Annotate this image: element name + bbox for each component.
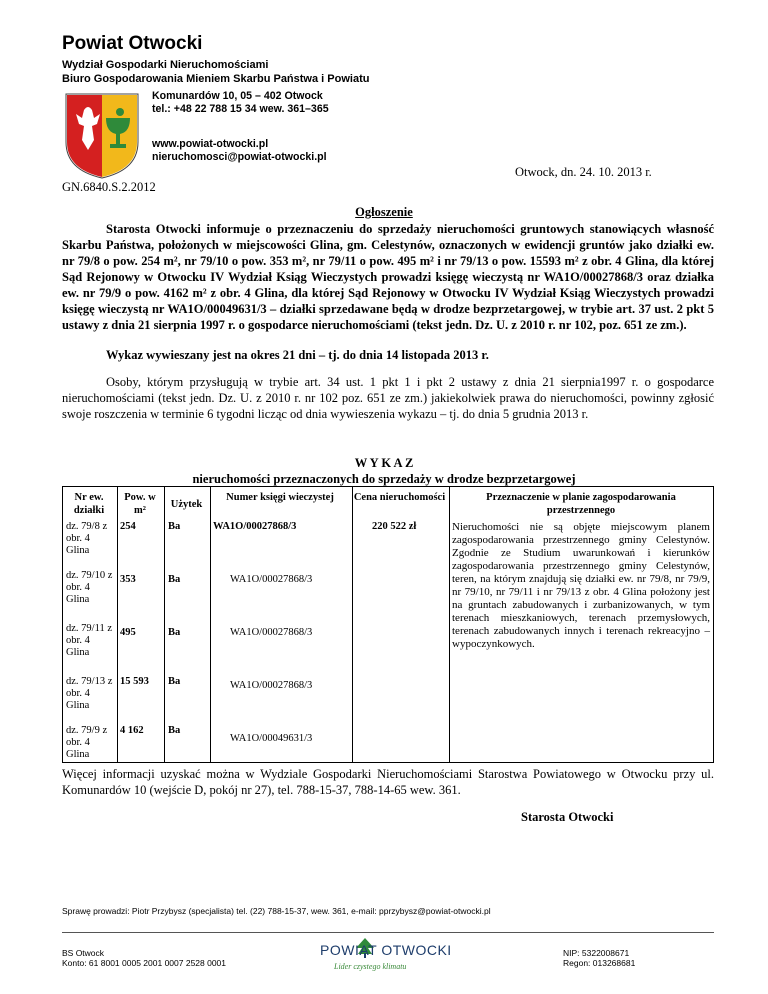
email-link[interactable]: nieruchomosci@powiat-otwocki.pl	[152, 151, 327, 163]
bank-name: BS Otwock	[62, 948, 105, 958]
footer-logo-text: POWIAT OTWOCKI	[320, 942, 452, 958]
cell-purpose: Nieruchomości nie są objęte miejscowym planem zagospodarowania przestrzennego gminy Celestynów. Zgodnie ze Studium uwarunkowań i kierunków zagospodarowania przestrzennego gminy Celestynów, teren, na którym znajdują się działki ew. nr 79/8, nr 79/9, nr 79/10, nr 79/11 i nr 79/13 z obr. 4 Glina położony jest na gruntach zabudowanych i zurbanizowanych, w tym terenach mieszkaniowych, terenach przemysłowych, terenach zabudowanych innych i terenach rekreacyjno – wypoczynkowych.	[452, 521, 710, 650]
signature: Starosta Otwocki	[521, 810, 614, 824]
table-row	[66, 623, 114, 659]
table-row	[66, 521, 114, 557]
tax-ids	[563, 948, 635, 968]
col-header-land-register: Numer księgi wieczystej	[226, 492, 334, 503]
more-info-paragraph: Więcej informacji uzyskać można w Wydziale Gospodarki Nieruchomościami Starostwa Powiatowego w Otwocku przy ul. Komunardów 10 (wejście D, pokój nr 27), tel. 788-15-37, 788-14-65 wew. 361.	[62, 767, 714, 797]
department-name: Wydział Gospodarki Nieruchomościami	[62, 59, 269, 71]
table-row	[66, 676, 114, 712]
cell-land-register: WA1O/00027868/3	[230, 680, 313, 691]
col-header-price: Cena nieruchomości	[353, 492, 446, 503]
cell-land-register: WA1O/00027868/3	[230, 627, 313, 638]
table-row	[66, 725, 114, 761]
bank-info	[62, 948, 226, 968]
table-divider	[164, 486, 165, 763]
cell-use: Ba	[168, 725, 181, 736]
case-handler-contact: Sprawę prowadzi: Piotr Przybysz (specjalista) tel. (22) 788-15-37, wew. 361, e-mail: pprzybysz@powiat-otwocki.pl	[62, 906, 491, 916]
cell-area: 254	[120, 521, 136, 532]
cell-area: 495	[120, 627, 136, 638]
cell-area: 4 162	[120, 725, 144, 736]
table-divider	[352, 486, 353, 763]
cell-land-register: WA1O/00049631/3	[230, 733, 313, 744]
posting-period: Wykaz wywieszany jest na okres 21 dni – tj. do dnia 14 listopada 2013 r.	[106, 348, 489, 362]
table-divider	[210, 486, 211, 763]
cell-use: Ba	[168, 574, 181, 585]
wykaz-heading	[0, 455, 768, 487]
department-block	[62, 58, 369, 86]
cell-use: Ba	[168, 627, 181, 638]
regon-number: Regon: 013268681	[563, 958, 636, 968]
announcement-heading: Ogłoszenie	[355, 205, 413, 219]
cell-price: 220 522 zł	[372, 521, 417, 532]
cell-plot-number: dz. 79/10 z obr. 4 Glina	[66, 570, 113, 605]
wykaz-subtitle: nieruchomości przeznaczonych do sprzedaży w drodze bezprzetargowej	[192, 472, 576, 486]
cell-plot-number: dz. 79/9 z obr. 4 Glina	[66, 725, 108, 760]
address-block	[152, 90, 329, 116]
col-header-purpose: Przeznaczenie w planie zagospodarowania przestrzennego	[486, 492, 676, 516]
phone: tel.: +48 22 788 15 34 wew. 361–365	[152, 103, 329, 115]
table-divider	[449, 486, 450, 763]
cell-area: 353	[120, 574, 136, 585]
cell-use: Ba	[168, 521, 181, 532]
cell-land-register: WA1O/00027868/3	[213, 521, 297, 532]
col-header-area: Pow. w m²	[124, 492, 156, 516]
wykaz-title: W Y K A Z	[354, 456, 414, 470]
coat-of-arms-icon	[64, 92, 140, 180]
announcement-paragraph: Starosta Otwocki informuje o przeznaczeniu do sprzedaży nieruchomości gruntowych stanowiących własność Skarbu Państwa, położonych w miejscowości Glina, gm. Celestynów, oznaczonych w ewidencji gruntów jako działki ew. nr 79/8 o pow. 254 m², nr 79/10 o pow. 353 m², nr 79/11 o pow. 495 m² i nr 79/13 o pow. 15593 m² z obr. 4 Glina, dla której Sąd Rejonowy w Otwocku IV Wydział Ksiąg Wieczystych prowadzi księgę wieczystą nr WA1O/00027868/3 oraz działka ew. nr 79/9 o pow. 4162 m² z obr. 4 Glina, dla której Sąd Rejonowy w Otwocku IV Wydział Ksiąg Wieczystych prowadzi księgę wieczystą nr WA1O/00049631/3 – działki sprzedawane będą w drodze bezprzetargowej, w trybie art. 37 ust. 2 pkt 5 ustawy z dnia 21 sierpnia 1997 r. o gospodarce nieruchomościami (tekst jedn. Dz. U. z 2010 r. nr 102, poz. 651 ze zm.).	[62, 222, 714, 332]
cell-plot-number: dz. 79/11 z obr. 4 Glina	[66, 623, 112, 658]
web-block	[152, 138, 327, 164]
table-row	[66, 570, 114, 606]
cell-plot-number: dz. 79/13 z obr. 4 Glina	[66, 676, 113, 711]
address: Komunardów 10, 05 – 402 Otwock	[152, 90, 323, 102]
footer-divider	[62, 932, 714, 933]
cell-use: Ba	[168, 676, 181, 687]
claims-paragraph: Osoby, którym przysługują w trybie art. 34 ust. 1 pkt 1 i pkt 2 ustawy z dnia 21 sierpnia1997 r. o gospodarce nieruchomościami (tekst jedn. Dz. U. z 2010 r. nr 102 poz. 651 ze zm.) jakiekolwiek prawa do nieruchomości, powinny zgłosić swoje roszczenia w terminie 6 tygodni licząc od dnia wywieszenia wykazu – tj. do dnia 5 grudnia 2013 r.	[62, 375, 714, 421]
document-date: Otwock, dn. 24. 10. 2013 r.	[515, 165, 652, 179]
table-divider	[117, 486, 118, 763]
nip-number: NIP: 5322008671	[563, 948, 630, 958]
page-title: Powiat Otwocki	[62, 33, 203, 54]
cell-area: 15 593	[120, 676, 149, 687]
bank-account: Konto: 61 8001 0005 2001 0007 2528 0001	[62, 958, 227, 968]
col-header-nr: Nr ew. działki	[73, 492, 105, 516]
office-name: Biuro Gospodarowania Mieniem Skarbu Państwa i Powiatu	[62, 73, 370, 85]
reference-number: GN.6840.S.2.2012	[62, 180, 156, 194]
col-header-use: Użytek	[170, 499, 203, 510]
cell-plot-number: dz. 79/8 z obr. 4 Glina	[66, 521, 108, 556]
cell-land-register: WA1O/00027868/3	[230, 574, 313, 585]
website-link[interactable]: www.powiat-otwocki.pl	[152, 138, 269, 150]
footer-logo-tagline: Lider czystego klimatu	[334, 962, 407, 971]
